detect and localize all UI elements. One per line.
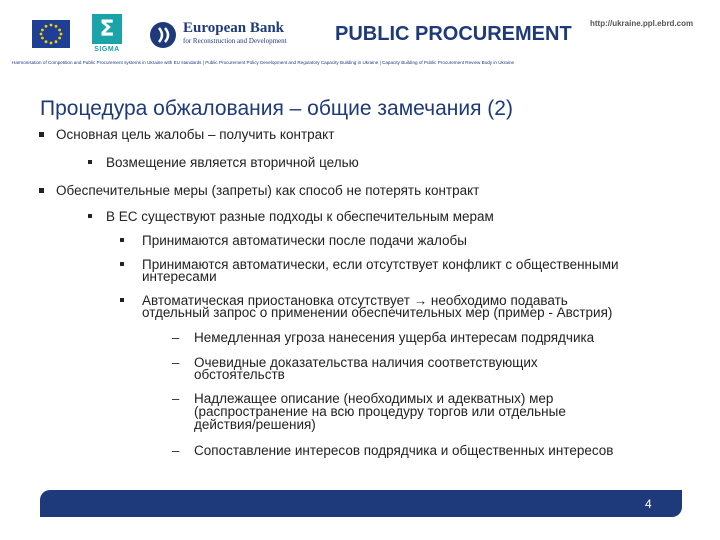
dash-item-threat: Немедленная угроза нанесения ущерба интересам подрядчика	[194, 330, 595, 345]
dash-item-evidence-line2: обстоятельств	[194, 367, 285, 382]
sigma-label: SIGMA	[94, 46, 120, 53]
dash-item-evidence-line1: Очевидные доказательства наличия соответствующих	[194, 355, 538, 370]
bullet-auto-after-complaint: Принимаются автоматически после подачи жалобы	[142, 233, 467, 248]
bullet-marker	[120, 298, 124, 302]
sigma-logo-icon: Σ	[92, 14, 122, 44]
bullet-marker	[120, 262, 124, 266]
eu-flag-icon	[32, 20, 70, 48]
bullet-main-goal: Основная цель жалобы – получить контракт	[56, 127, 335, 142]
dash-item-balance: Сопоставление интересов подрядчика и общественных интересов	[194, 443, 614, 458]
bullet-marker	[39, 188, 44, 193]
project-banner: Harmonisation of Competition and Public Procurement systems in Ukraine with EU standards | Public Procurement Policy Development and Regulatory Capacity Building in Ukraine | Capacity Building of Public Procurement Review Body in Ukraine	[12, 60, 515, 65]
footer-bar	[40, 490, 682, 517]
bullet-marker	[120, 238, 124, 242]
dash-marker: –	[172, 355, 180, 370]
bullet-compensation: Возмещение является вторичной целью	[106, 155, 359, 170]
slide-title: Процедура обжалования – общие замечания (2)	[40, 97, 513, 120]
dash-marker: –	[172, 443, 180, 458]
bullet-auto-no-conflict-line1: Принимаются автоматически, если отсутствует конфликт с общественными	[142, 257, 619, 272]
dash-item-description-line1: Надлежащее описание (необходимых и адекватных) мер	[194, 391, 554, 406]
page-number: 4	[645, 497, 652, 511]
bullet-auto-no-conflict-line2: интересами	[142, 269, 217, 284]
dash-marker: –	[172, 330, 180, 345]
bullet-no-auto-suspension-line2: отдельный запрос о применении обеспечительных мер (пример - Австрия)	[142, 305, 613, 320]
bullet-eu-approaches: В ЕС существуют разные подходы к обеспечительным мерам	[106, 209, 494, 224]
bank-name: European Bank	[183, 20, 285, 36]
dash-item-description-line2: (распространение на всю процедуру торгов или отдельные	[194, 404, 566, 419]
bank-subtitle: for Reconstruction and Development	[183, 37, 287, 45]
bullet-no-auto-suspension-text2: необходимо подавать	[430, 293, 568, 308]
ebrd-logo-icon	[150, 22, 176, 48]
bullet-interim-measures: Обеспечительные меры (запреты) как способ не потерять контракт	[56, 183, 480, 198]
bullet-marker	[88, 214, 92, 218]
bullet-marker	[39, 132, 44, 137]
dash-item-description-line3: действия/решения)	[194, 417, 316, 432]
arrow-right-icon: →	[413, 293, 428, 308]
bullet-marker	[88, 160, 92, 164]
site-url[interactable]: http://ukraine.ppl.ebrd.com	[590, 19, 694, 28]
section-title: PUBLIC PROCUREMENT	[335, 23, 572, 45]
bullet-no-auto-suspension-text: Автоматическая приостановка отсутствует	[142, 293, 410, 308]
dash-marker: –	[172, 391, 180, 406]
